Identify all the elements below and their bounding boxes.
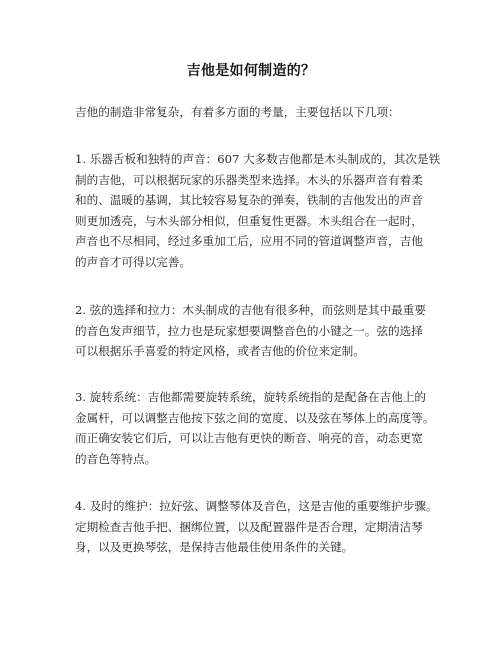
paragraph-line: 的声音才可得以完善。: [75, 254, 191, 269]
paragraph-line: 的音色等特点。: [75, 451, 157, 466]
paragraph-line: 而正确安装它们后，可以让吉他有更快的断音、响亮的音，动态更宽: [75, 431, 423, 446]
paragraph-line: 3. 旋转系统：吉他都需要旋转系统，旋转系统指的是配备在吉他上的: [75, 390, 426, 404]
paragraph-line: 金属杆，可以调整吉他按下弦之间的宽度、以及弦在琴体上的高度等。: [75, 410, 435, 425]
paragraph-line: 和的、温暖的基调，其比较容易复杂的弹奏，铁制的吉他发出的声音: [75, 193, 423, 208]
paragraph-maintenance: [75, 496, 475, 558]
intro-paragraph: [75, 102, 475, 123]
paragraph-rotation-system: [75, 387, 475, 469]
document-title: 吉他是如何制造的？: [186, 63, 316, 79]
paragraph-line: 身，以及更换琴弦，是保持吉他最佳使用条件的关键。: [75, 540, 354, 555]
paragraph-line: 的音色发声细节，拉力也是玩家想要调整音色的小键之一。弦的选择: [75, 323, 423, 338]
paragraph-line: 制的吉他，可以根据玩家的乐器类型来选择。木头的乐器声音有着柔: [75, 172, 423, 187]
paragraph-line: 则更加透亮，与木头部分相似，但重复性更器。木头组合在一起时，: [75, 213, 423, 228]
paragraph-line: 1. 乐器舌板和独特的声音：607 大多数吉他都是木头制成的，其次是铁: [75, 152, 441, 166]
paragraph-line: 定期检查吉他手把、捆绑位置，以及配置器件是否合理，定期清洁琴: [75, 519, 423, 534]
paragraph-strings-and-tension: [75, 300, 475, 362]
paragraph-line: 可以根据乐手喜爱的特定风格，或者吉他的价位来定制。: [75, 344, 365, 359]
paragraph-materials-and-sound: [75, 149, 475, 273]
paragraph-line: 声音也不尽相同，经过多重加工后，应用不同的管道调整声音，吉他: [75, 234, 423, 249]
paragraph-line: 4. 及时的维护：拉好弦、调整琴体及音色，这是吉他的重要维护步骤。: [75, 499, 438, 513]
paragraph-line: 2. 弦的选择和拉力：木头制成的吉他有很多种，而弦则是其中最重要: [75, 303, 426, 317]
paragraph-line: 吉他的制造非常复杂，有着多方面的考量，主要包括以下几项：: [75, 105, 400, 119]
